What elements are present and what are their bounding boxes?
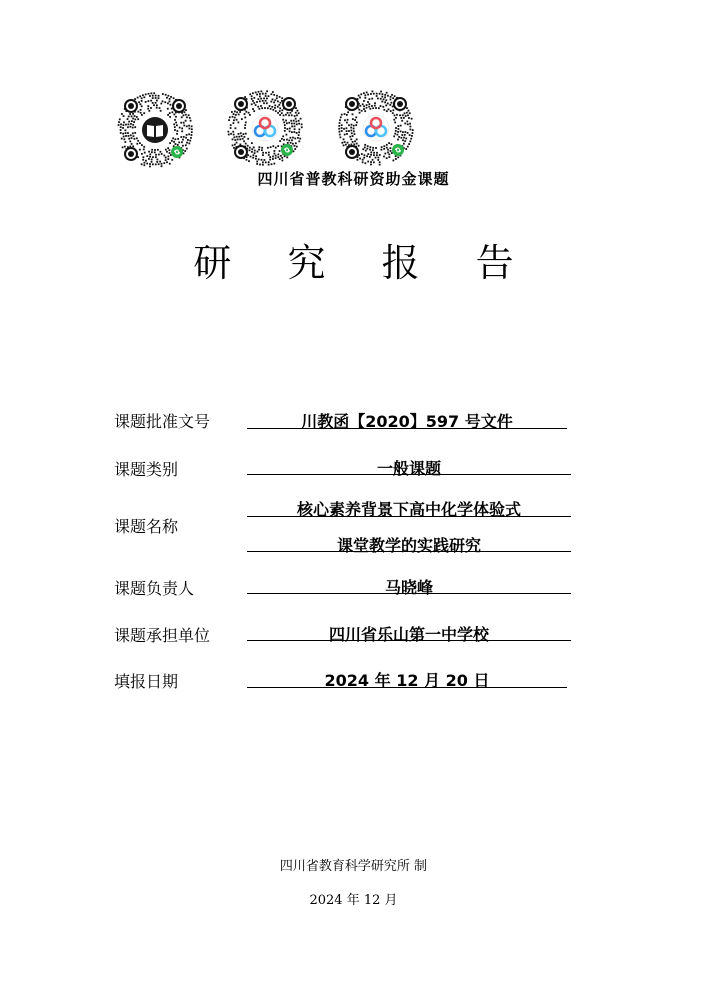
project-name-underline-1	[247, 516, 571, 517]
qr-code	[227, 90, 303, 166]
category-value: 一般课题	[376, 459, 441, 478]
document-subtitle: 四川省普教科研资助金课题	[257, 170, 450, 188]
leader-underline	[247, 593, 571, 594]
date-underline	[247, 687, 567, 688]
category-label: 课题类别	[114, 460, 179, 479]
issue-date-text: 2024 年 12 月	[309, 893, 398, 908]
unit-value: 四川省乐山第一中学校	[328, 625, 489, 644]
approval-doc-value: 川教函【2020】597 号文件	[301, 412, 513, 431]
project-name-label: 课题名称	[114, 517, 179, 536]
date-value: 2024 年 12 月 20 日	[324, 671, 490, 690]
project-name-value-line1: 核心素养背景下高中化学体验式	[296, 500, 521, 519]
document-title: 研 究 报 告	[193, 241, 536, 285]
mini-program-badge-icon	[281, 144, 293, 156]
date-label: 填报日期	[114, 672, 179, 691]
leader-label: 课题负责人	[114, 579, 195, 598]
unit-underline	[247, 640, 571, 641]
cloud-logo-icon	[252, 115, 278, 141]
project-name-underline-2	[247, 551, 571, 552]
issuer-text: 四川省教育科学研究所 制	[279, 859, 428, 874]
leader-value: 马晓峰	[384, 578, 433, 597]
approval-doc-label: 课题批准文号	[114, 412, 211, 431]
qr-code	[338, 90, 414, 166]
unit-label: 课题承担单位	[114, 626, 211, 645]
category-underline	[247, 474, 571, 475]
cloud-logo-icon	[363, 115, 389, 141]
book-icon	[142, 117, 168, 143]
project-name-value-line2: 课堂教学的实践研究	[336, 536, 481, 555]
mini-program-badge-icon	[171, 146, 183, 158]
mini-program-badge-icon	[392, 144, 404, 156]
approval-doc-underline	[247, 428, 567, 429]
qr-code	[117, 92, 193, 168]
